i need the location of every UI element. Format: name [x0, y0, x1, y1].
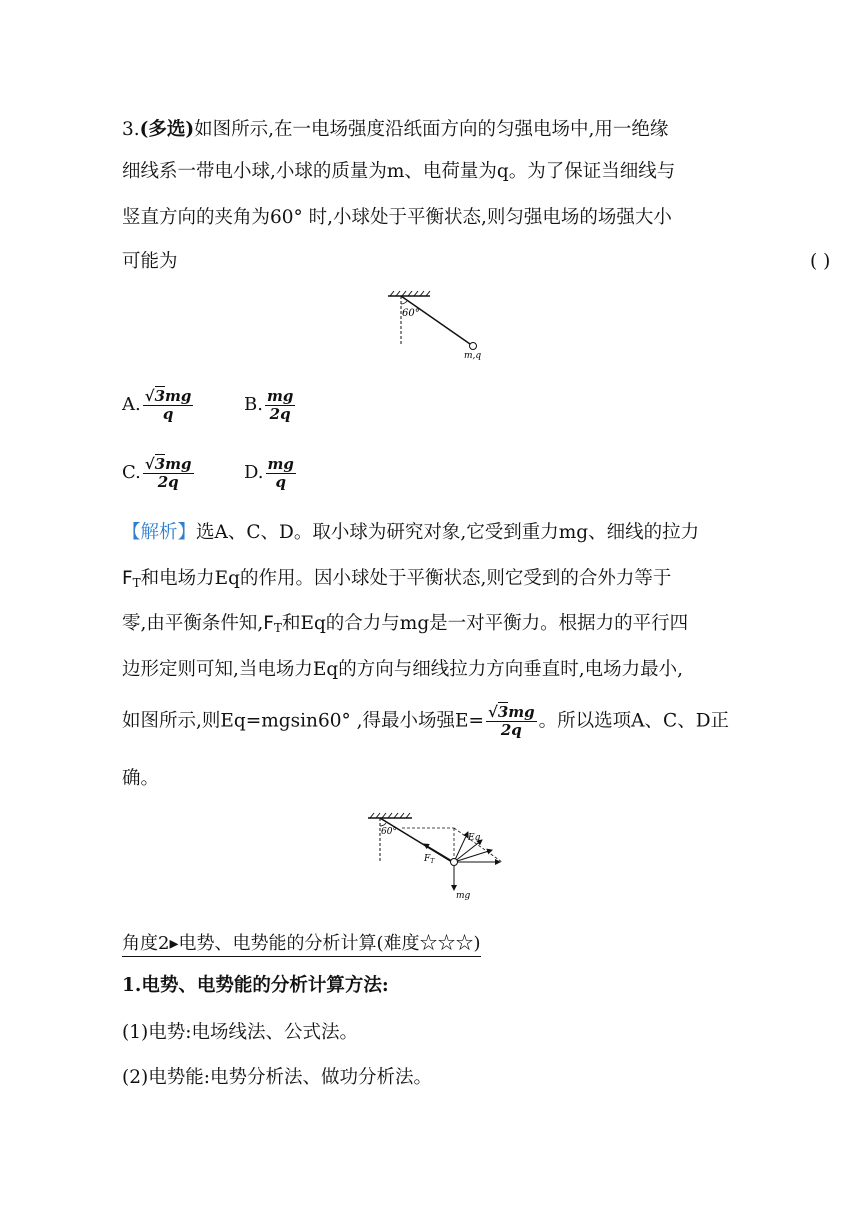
analysis-text-5b: 。所以选项A、C、D正	[538, 710, 730, 732]
option-b-num: mg	[266, 387, 294, 405]
section-title	[122, 929, 481, 955]
analysis-text-2: 和电场力Eq的作用。因小球处于平衡状态,则它受到的合外力等于	[140, 568, 672, 589]
question-text-1: 如图所示,在一电场强度沿纸面方向的匀强电场中,用一绝缘	[194, 119, 669, 140]
analysis-line-6: 确。	[122, 768, 160, 789]
ft-subscript: T	[132, 576, 141, 590]
analysis-text-5a: 如图所示,则Eq=mgsin60° ,得最小场强E=	[122, 710, 484, 732]
section-item-2: (2)电势能:电势分析法、做功分析法。	[122, 1067, 432, 1088]
analysis-label: 【解析】	[122, 522, 197, 543]
answer-bracket: ( )	[810, 251, 831, 272]
option-d	[244, 456, 298, 491]
thread-line-2	[380, 818, 452, 862]
option-b	[244, 388, 297, 423]
analysis-text-3a: 零,由平衡条件知,	[122, 613, 264, 634]
option-c-den: 2q	[143, 473, 194, 491]
ft-label: $F_T$	[424, 854, 435, 865]
option-c	[122, 456, 196, 491]
option-b-fraction	[265, 388, 295, 423]
ceiling-hatch	[388, 291, 430, 296]
option-a-num: mg	[165, 387, 192, 405]
option-c-fraction: $\frac{√3mg}{2q}$	[144, 455, 192, 491]
question-line-3: 竖直方向的夹角为60° 时,小球处于平衡状态,则匀强电场的场强大小	[122, 207, 672, 228]
eq-label: Eq	[468, 833, 481, 843]
ball-2	[451, 859, 458, 866]
ft-symbol: F	[122, 568, 133, 589]
min-field-root: 3	[497, 703, 509, 721]
option-d-fraction	[266, 456, 296, 491]
angle-label-2: 60°	[381, 827, 397, 837]
option-a	[122, 388, 195, 423]
analysis-line-5	[122, 704, 729, 739]
option-b-letter: B.	[244, 394, 263, 415]
min-field-num: mg	[508, 703, 535, 721]
ceiling-hatch-2	[368, 813, 412, 818]
option-c-num: mg	[165, 455, 192, 473]
ft-symbol-2: F	[263, 613, 274, 634]
option-a-den: q	[143, 405, 194, 423]
analysis-text-1: 选A、C、D。取小球为研究对象,它受到重力mg、细线的拉力	[196, 522, 700, 543]
question-line-4: 可能为	[122, 251, 178, 272]
section-title-text: 角度2▸电势、电势能的分析计算(难度☆☆☆)	[122, 933, 481, 957]
analysis-line-4: 边形定则可知,当电场力Eq的方向与细线拉力方向垂直时,电场力最小,	[122, 659, 683, 680]
option-a-letter: A.	[122, 394, 141, 415]
pendulum-figure	[380, 288, 490, 360]
thread-line	[401, 296, 470, 344]
option-d-letter: D.	[244, 462, 264, 483]
section-item-1: (1)电势:电场线法、公式法。	[122, 1022, 358, 1043]
min-field-fraction: $\frac{√3mg}{2q}$	[488, 703, 535, 739]
eq-arrow	[454, 832, 468, 862]
question-tag: (多选)	[139, 119, 195, 140]
min-field-den: 2q	[486, 721, 537, 739]
option-c-root: 3	[154, 455, 166, 473]
ball-label: m,q	[464, 351, 482, 360]
option-a-fraction: $\frac{√3mg}{q}$	[144, 387, 192, 423]
question-number: 3.	[122, 119, 140, 140]
option-b-den: 2q	[265, 405, 295, 423]
question-line-1	[122, 118, 668, 142]
angle-label-1: 60°	[402, 308, 420, 319]
option-d-num: mg	[267, 455, 294, 473]
force-diagram	[362, 810, 507, 902]
analysis-line-3	[122, 612, 688, 640]
ft-subscript-2: T	[273, 621, 282, 635]
analysis-line-1	[122, 521, 699, 545]
option-c-letter: C.	[122, 462, 141, 483]
section-heading: 1.电势、电势能的分析计算方法:	[122, 975, 389, 996]
ball	[470, 343, 477, 350]
analysis-text-3b: 和Eq的合力与mg是一对平衡力。根据力的平行四	[281, 613, 689, 634]
analysis-line-2	[122, 567, 671, 595]
question-line-2: 细线系一带电小球,小球的质量为m、电荷量为q。为了保证当细线与	[122, 161, 676, 182]
option-a-root: 3	[154, 387, 166, 405]
option-d-den: q	[266, 473, 296, 491]
mg-label: mg	[456, 891, 471, 901]
